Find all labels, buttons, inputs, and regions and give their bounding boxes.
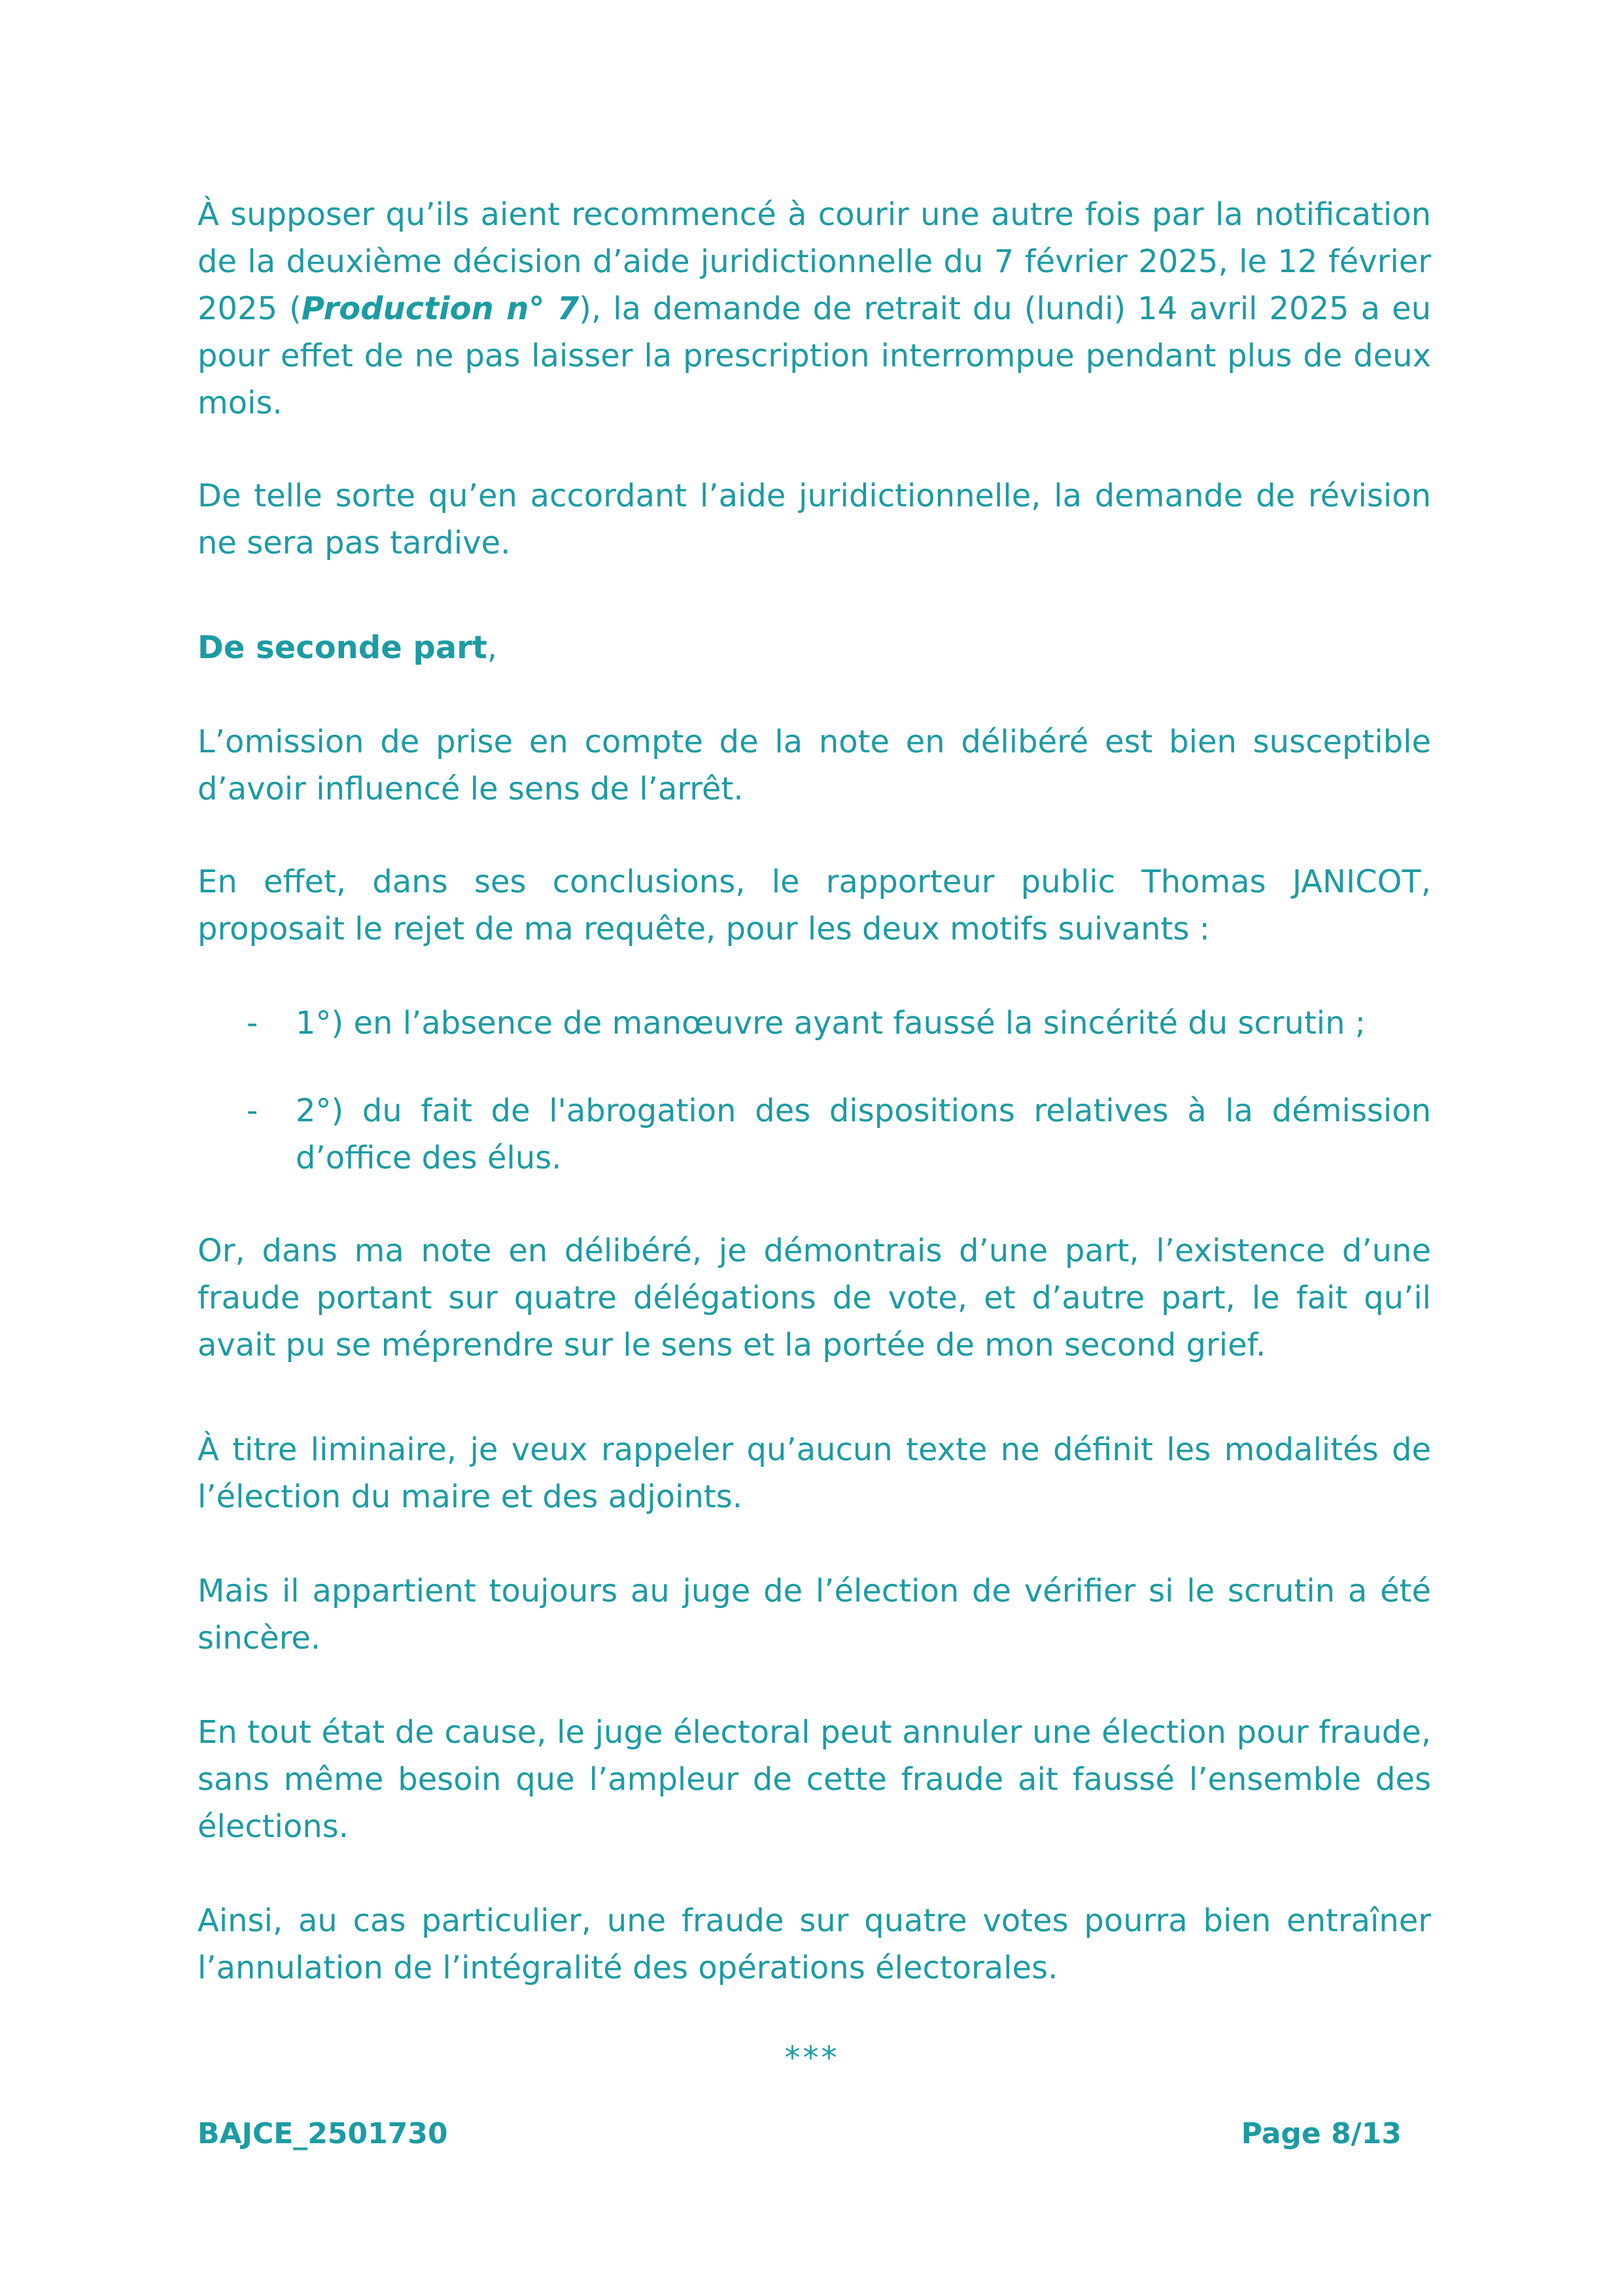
paragraph-omission: L’omission de prise en compte de la note en délibéré est bien susceptible d’avoir influencé le sens de l’arrêt.	[198, 724, 1431, 807]
paragraph-prescription	[198, 191, 1431, 427]
paragraph-revision: De telle sorte qu’en accordant l’aide juridictionnelle, la demande de révision ne sera pas tardive.	[198, 478, 1431, 561]
list-dash: -	[247, 1093, 258, 1129]
paragraph-liminaire: À titre liminaire, je veux rappeler qu’aucun texte ne définit les modalités de l’élection du maire et des adjoints.	[198, 1431, 1431, 1515]
footer-reference: BAJCE_2501730	[198, 2117, 448, 2150]
section-heading-text: De seconde part	[198, 629, 487, 666]
section-separator: ***	[784, 2040, 840, 2076]
list-dash: -	[247, 1005, 258, 1042]
paragraph-juge: Mais il appartient toujours au juge de l’élection de vérifier si le scrutin a été sincère.	[198, 1573, 1431, 1656]
paragraph-conclusions: En effet, dans ses conclusions, le rapporteur public Thomas JANICOT, proposait le rejet de ma requête, pour les deux motifs suivants :	[198, 864, 1431, 947]
paragraph-fraude: En tout état de cause, le juge électoral peut annuler une élection pour fraude, sans même besoin que l’ampleur de cette fraude ait faussé l’ensemble des élections.	[198, 1714, 1431, 1845]
list-item	[198, 1087, 1431, 1182]
production-reference: Production n° 7	[301, 290, 579, 327]
paragraph-note-deliberee: Or, dans ma note en délibéré, je démontrais d’une part, l’existence d’une fraude portant sur quatre délégations de vote, et d’autre part, le fait qu’il avait pu se méprendre sur le sens et la portée de mon second grief.	[198, 1233, 1431, 1363]
list-item-text: 2°) du fait de l'abrogation des dispositions relatives à la démission d’office des élus.	[296, 1093, 1431, 1176]
section-heading-punct: ,	[487, 629, 498, 666]
paragraph-prescription-start: À supposer qu’ils aient recommencé à courir une autre fois par la notification de la deuxième décision d’aide juridictionnelle du 7 février 2025, le 12 février 2025 (	[198, 196, 1431, 327]
paragraph-prescription-end: ), la demande de retrait du (lundi) 14 avril 2025 a eu pour effet de ne pas laisser la prescription interrompue pendant plus de deux mois.	[198, 290, 1432, 421]
paragraph-annulation: Ainsi, au cas particulier, une fraude sur quatre votes pourra bien entraîner l’annulation de l’intégralité des opérations électorales.	[198, 1902, 1431, 1986]
list-item-text: 1°) en l’absence de manœuvre ayant faussé la sincérité du scrutin ;	[296, 1005, 1366, 1042]
list-item	[198, 1000, 1431, 1047]
section-heading	[198, 624, 1431, 671]
footer-page-number: Page 8/13	[1241, 2117, 1402, 2150]
